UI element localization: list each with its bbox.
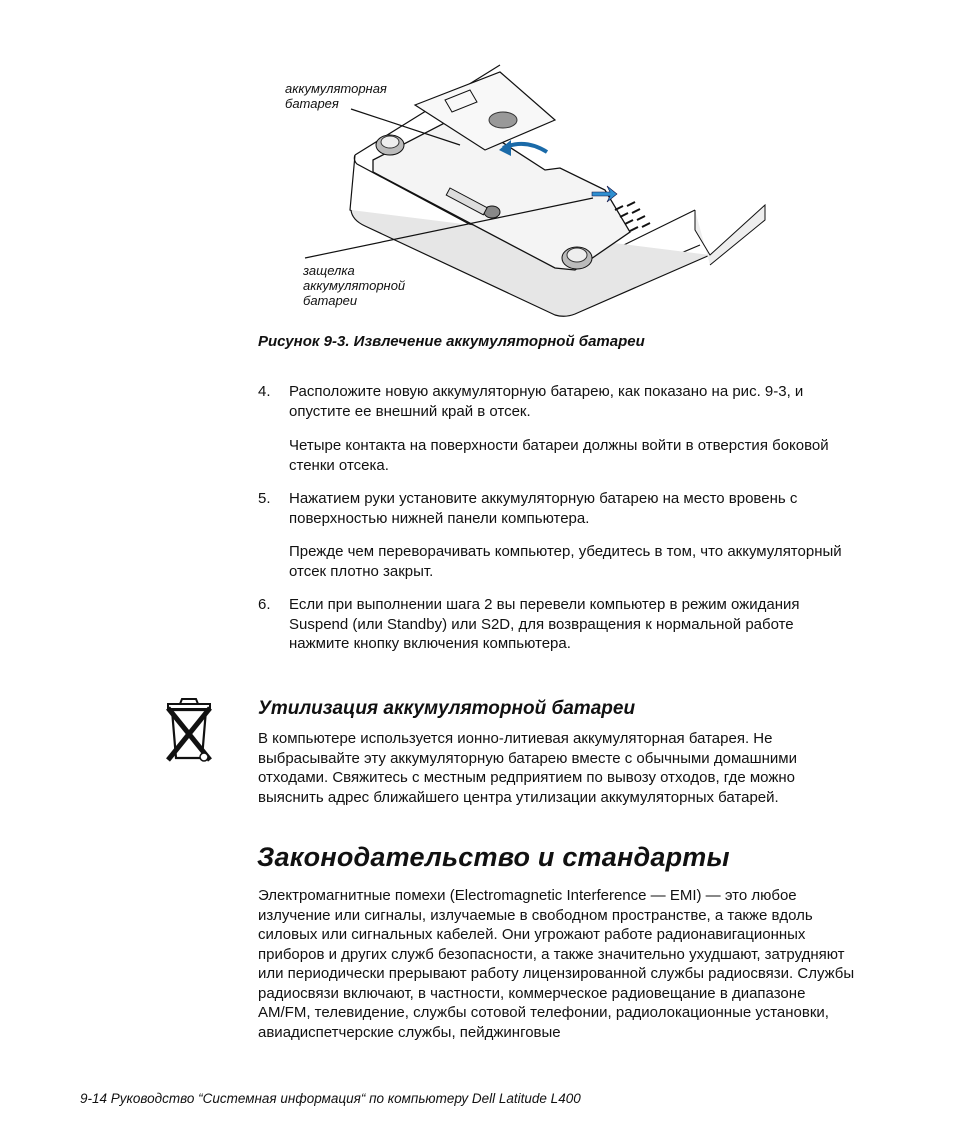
disposal-heading: Утилизация аккумуляторной батареи — [258, 698, 636, 719]
step-4 — [258, 382, 858, 421]
battery-label: аккумуляторная батарея — [285, 81, 387, 111]
battery-latch-label: защелка аккумуляторной батареи — [303, 263, 406, 308]
disposal-text: В компьютере используется ионно-литиевая аккумуляторная батарея. Не выбрасывайте эту аккумуляторную батарею вместе с обычными домашними отходами. Свяжитесь с местным редприятием по вывозу отходов, где можно выяснить адрес ближайшего центра утилизации аккумуляторных батарей. — [258, 730, 797, 806]
recycle-bin-crossed-icon — [164, 696, 214, 766]
step-number: 5. — [258, 490, 271, 507]
step-6 — [258, 595, 858, 654]
battery-removal-figure — [255, 60, 775, 322]
step-text: Нажатием руки установите аккумуляторную батарею на место вровень с поверхностью нижней панели компьютера. — [289, 490, 798, 527]
page-footer: 9-14 Руководство “Системная информация“ по компьютеру Dell Latitude L400 — [80, 1091, 581, 1106]
step-4-note: Четыре контакта на поверхности батареи должны войти в отверстия боковой стенки отсека. — [289, 437, 829, 474]
regulatory-text: Электромагнитные помехи (Electromagnetic Interference — EMI) — это любое излучение или сигналы, излучаемые в свободном пространстве, а также вдоль силовых или сигнальных кабелей. Они угрожают работе радионавигационных приборов и других служб безопасности, а также значительно ухудшают, затрудняют или периодически прерывают работу лицензированной службы радиосвязи. Службы радиосвязи включают, в частности, коммерческое радиовещание в диапазоне AM/FM, телевидение, службы сотовой телефонии, радиолокационные установки, авиадиспетчерские службы, пейджинговые — [258, 887, 855, 1041]
step-5 — [258, 489, 858, 528]
step-number: 4. — [258, 383, 271, 400]
figure-caption: Рисунок 9-3. Извлечение аккумуляторной батареи — [258, 333, 645, 350]
step-text: Если при выполнении шага 2 вы перевели компьютер в режим ожидания Suspend (или Standby) или S2D, для возвращения к нормальной работе нажмите кнопку включения компьютера. — [289, 596, 800, 652]
regulatory-heading: Законодательство и стандарты — [257, 842, 730, 872]
step-5-note: Прежде чем переворачивать компьютер, убедитесь в том, что аккумуляторный отсек плотно закрыт. — [289, 543, 842, 580]
step-number: 6. — [258, 596, 271, 613]
step-text: Расположите новую аккумуляторную батарею, как показано на рис. 9-3, и опустите ее внешний край в отсек. — [289, 383, 804, 420]
